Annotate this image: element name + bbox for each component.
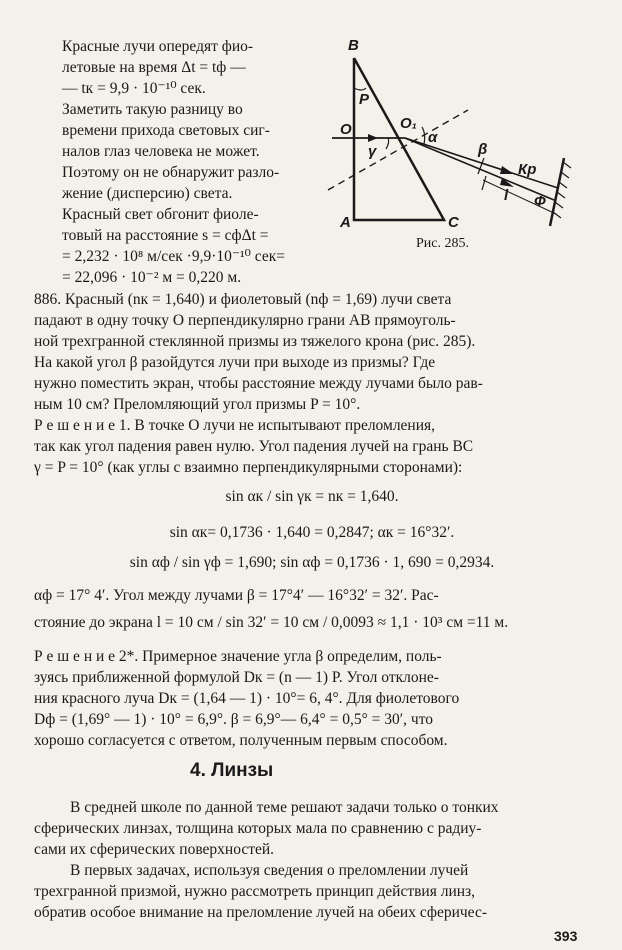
label-b: B [348,37,359,54]
text-line: сами их сферических поверхностей. [34,841,275,858]
label-o1: O₁ [400,115,417,132]
text-line: Поэтому он не обнаружит разло- [62,164,280,181]
equation: sin αк= 0,1736 · 1,640 = 0,2847; αк = 16°32′. [169,524,455,541]
label-kr: Кр [518,161,537,178]
text-line: хорошо согласуется с ответом, полученным первым способом. [34,732,448,749]
text-line: — tк = 9,9 · 10⁻¹⁰ сек. [62,80,206,97]
arrow-icon [368,134,378,142]
text-line: Красный свет обгонит фиоле- [62,206,259,223]
text-line: времени прихода световых сиг- [62,122,270,139]
text-line: 886. Красный (nк = 1,640) и фиолетовый (nф = 1,69) лучи света [34,291,452,308]
page-number: 393 [554,928,578,944]
section-title: 4. Линзы [190,760,274,781]
text-line: стояние до экрана l = 10 см / sin 32′ = 10 см / 0,0093 ≈ 1,1 · 10³ см =11 м. [34,614,509,631]
text-line: трехгранной призмой, нужно рассмотреть принцип действия линз, [34,883,476,900]
label-c: C [448,214,459,231]
label-a: A [340,214,351,231]
text-line: Заметить такую разницу во [62,101,243,118]
text-line: ния красного луча Dк = (1,64 — 1) · 10°= 6, 4°. Для фиолетового [34,690,460,707]
label-beta: β [478,141,488,158]
text-line: Р е ш е н и е 2*. Примерное значение угла β определим, поль- [34,648,442,665]
arrow-icon [500,166,514,174]
text-line: нужно поместить экран, чтобы расстояние между лучами было рав- [34,375,483,392]
label-l: l [504,187,509,204]
text-line: так как угол падения равен нулю. Угол падения лучей на грань BC [34,438,474,455]
text-line: = 2,232 · 10⁸ м/сек ·9,9·10⁻¹⁰ сек= [62,248,285,265]
text-line: падают в одну точку O перпендикулярно грани AB прямоуголь- [34,312,456,329]
angle-gamma-arc [386,138,389,149]
label-gamma: γ [368,143,377,160]
beta-arc [482,176,486,190]
label-f: Ф [534,193,546,210]
text-line: зуясь приближенной формулой Dк = (n — 1) P. Угол отклоне- [34,669,439,686]
beta-arc [478,158,484,174]
text-line: Р е ш е н и е 1. В точке O лучи не испытывают преломления, [34,417,436,434]
text-line: На какой угол β разойдутся лучи при выходе из призмы? Где [34,354,436,371]
text-line: ным 10 см? Преломляющий угол призмы P = 10°. [34,396,361,413]
angle-p-arc [354,88,366,90]
label-o: O [340,121,352,138]
text-line: αф = 17° 4′. Угол между лучами β = 17°4′ — 16°32′ = 32′. Рас- [34,587,439,604]
equation: sin αф / sin γф = 1,690; sin αф = 0,1736 · 1, 690 = 0,2934. [129,554,495,571]
text-line: В средней школе по данной теме решают задачи только о тонких [70,799,499,816]
text-line: жение (дисперсию) света. [62,185,233,202]
text-line: γ = P = 10° (как углы с взаимно перпендикулярными сторонами): [34,459,463,476]
text-line: налов глаз человека не может. [62,143,260,160]
text-line: сферических линзах, толщина которых мала по сравнению с радиу- [34,820,482,837]
label-p: P [359,91,370,108]
text-line: товый на расстояние s = cфΔt = [62,227,269,244]
prism-diagram [318,30,580,235]
figure-caption: Рис. 285. [416,236,469,251]
text-line: ной трехгранной стеклянной призмы из тяжелого крона (рис. 285). [34,333,476,350]
text-line: обратив особое внимание на преломление лучей на обеих сферичес- [34,904,487,921]
text-line: Dф = (1,69° — 1) · 10° = 6,9°. β = 6,9°— 6,4° = 0,5° = 30′, что [34,711,434,728]
text-line: = 22,096 · 10⁻² м = 0,220 м. [62,269,242,286]
text-line: летовые на время Δt = tф — [62,59,246,76]
text-line: В первых задачах, используя сведения о преломлении лучей [70,862,469,879]
label-alpha: α [428,129,438,146]
equation: sin αк / sin γк = nк = 1,640. [225,488,399,505]
text-line: Красные лучи опередят фио- [62,38,254,55]
